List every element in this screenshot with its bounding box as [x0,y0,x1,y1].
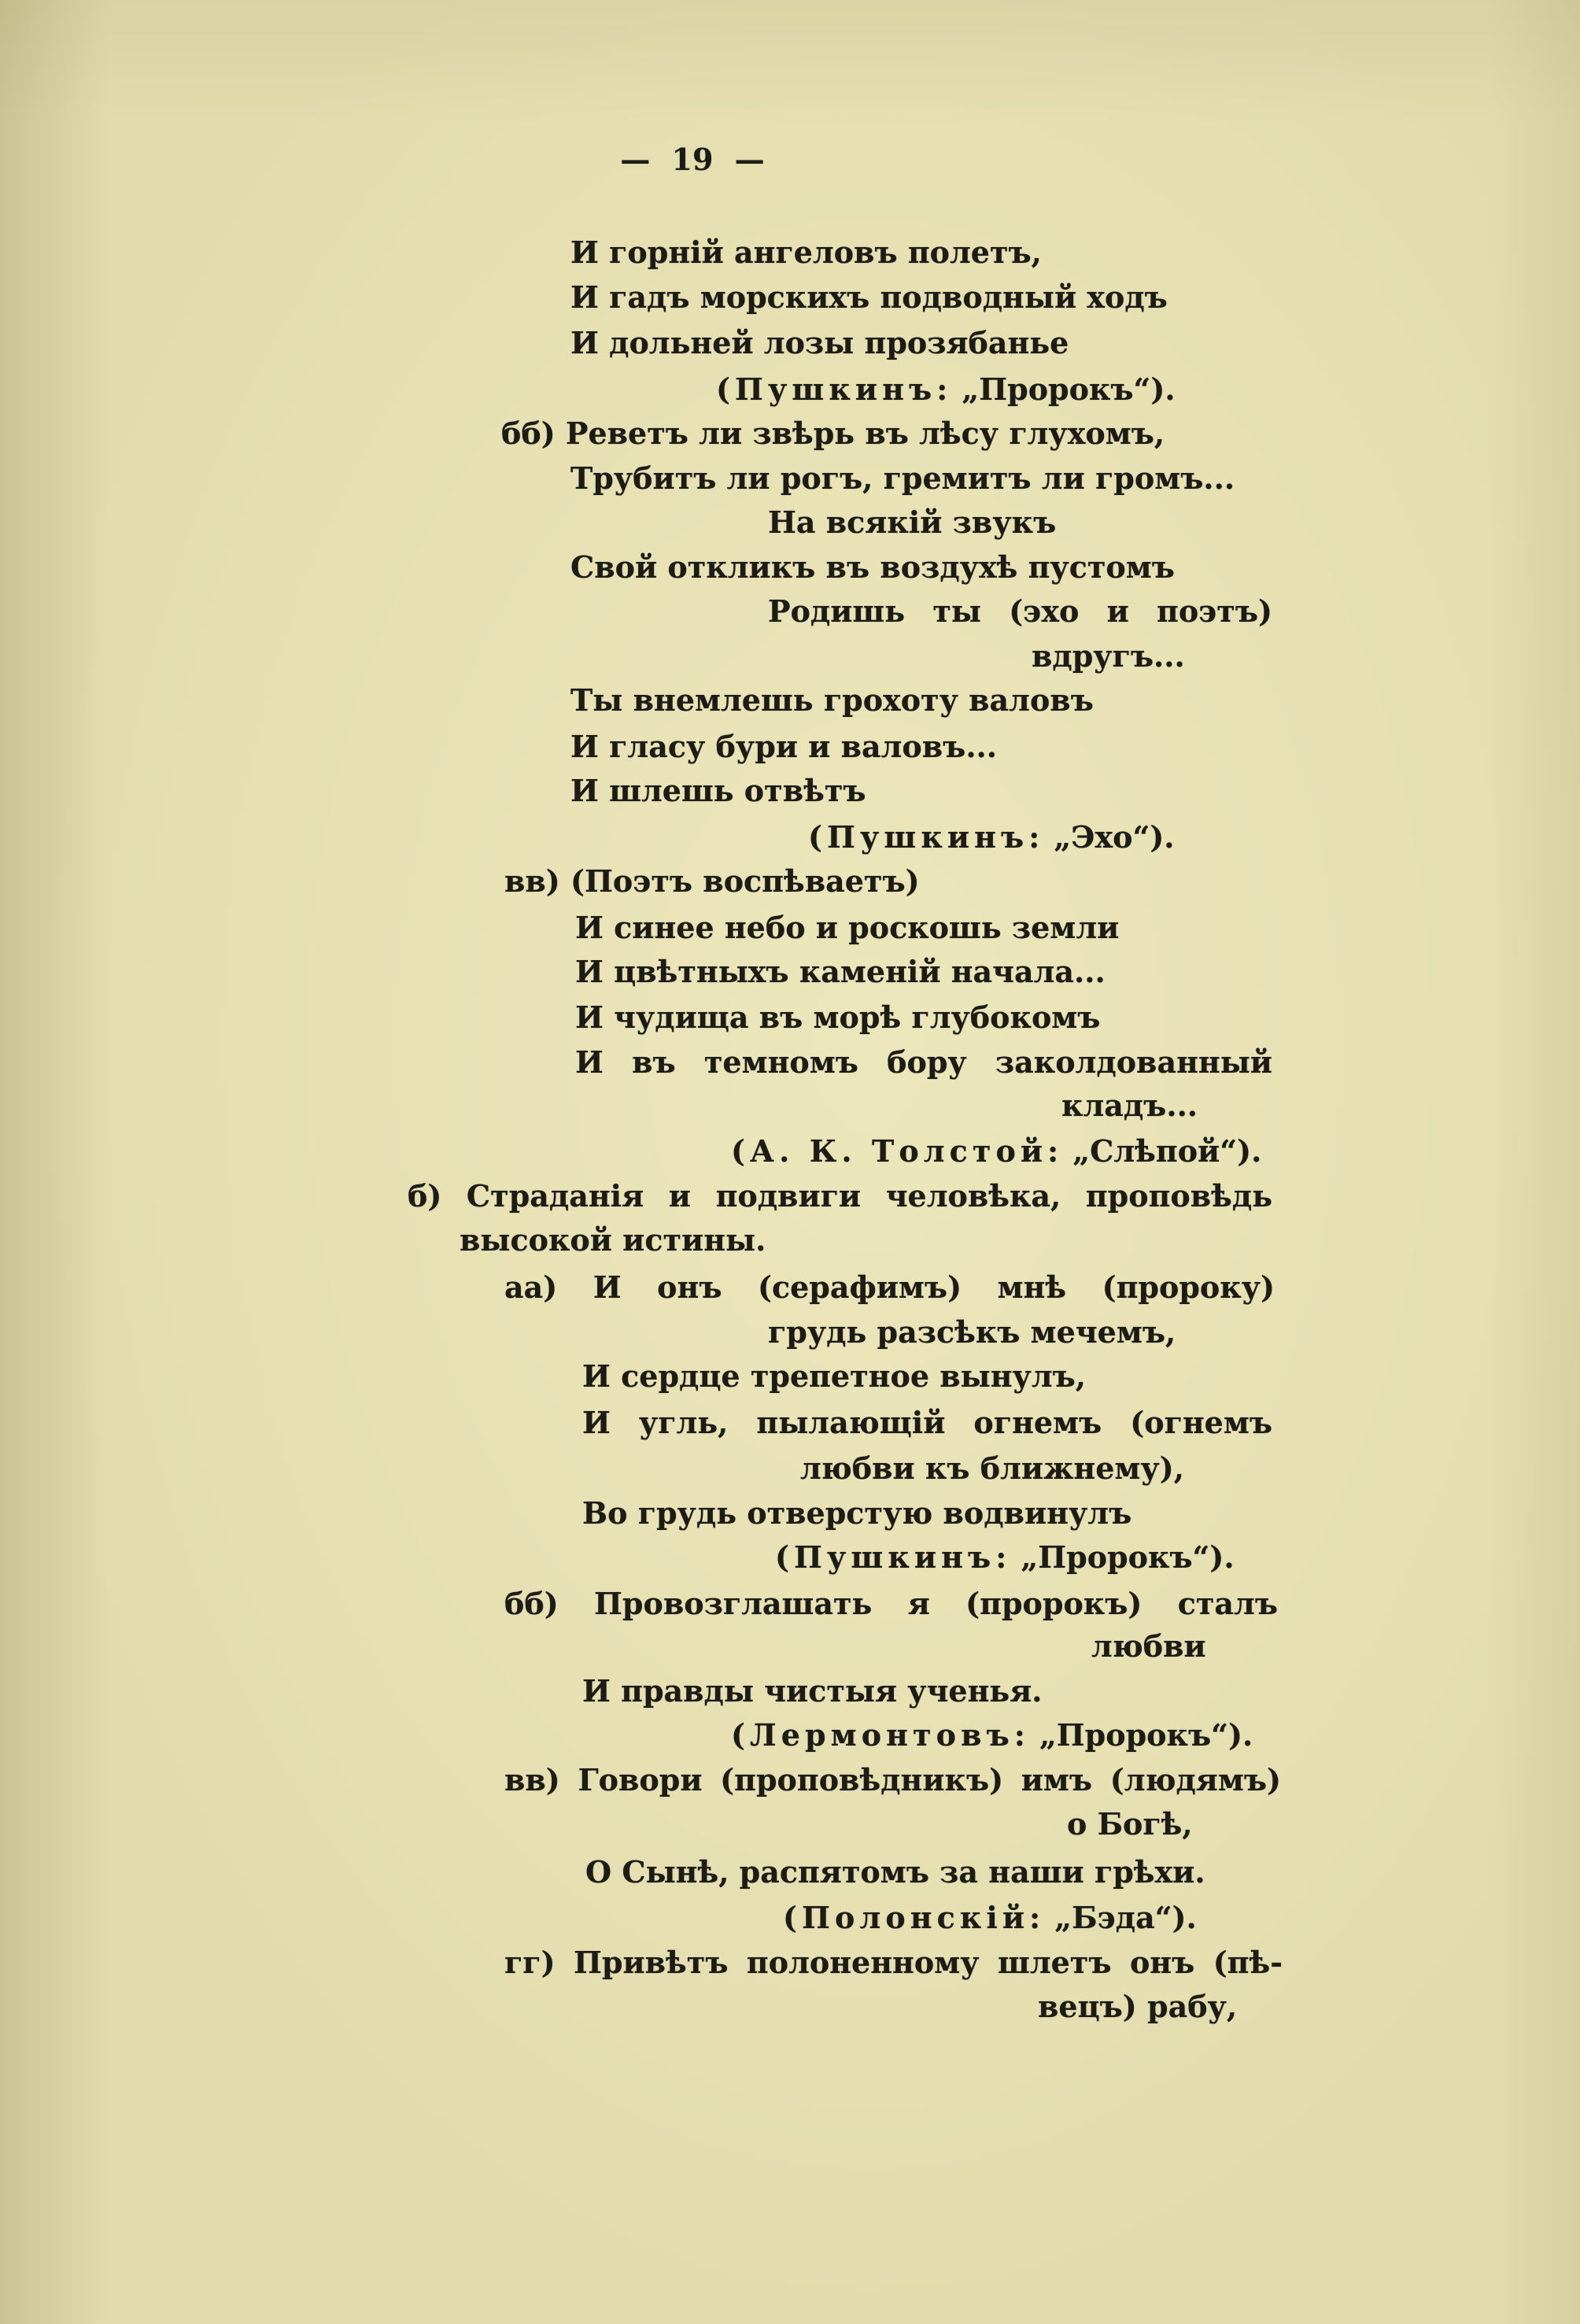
verse-line: О Сынѣ, распятомъ за наши грѣхи. [585,1854,1205,1890]
verse-line: Ты внемлешь грохоту валовъ [570,682,1094,718]
verse-line-labeled: гг) Привѣтъ полоненному шлетъ онъ (пѣ- [504,1945,1283,1980]
verse-line: любви [1091,1628,1206,1664]
citation-author: (Полонскій: [783,1900,1046,1935]
citation-author: (Пушкинъ: [808,819,1045,855]
verse-line: кладъ... [1061,1088,1198,1123]
verse-line: И шлешь отвѣтъ [570,773,866,808]
verse-line-labeled: бб) Провозглашать я (пророкъ) сталъ [504,1586,1278,1621]
verse-line-labeled: бб) Реветъ ли звѣрь въ лѣсу глухомъ, [501,416,1165,451]
verse-line-labeled: аа) И онъ (серафимъ) мнѣ (пророку) [504,1269,1275,1305]
verse-line: На всякій звукъ [768,504,1057,540]
citation [716,367,1176,412]
verse-line: И цвѣтныхъ каменій начала... [575,954,1106,989]
citation-author: (Пушкинъ: [716,371,953,407]
verse-line: И гласу бури и валовъ... [570,729,998,764]
citation-work: „Пророкъ“). [1021,1539,1235,1575]
verse-line: грудь разсѣкъ мечемъ, [768,1314,1176,1350]
verse-line: И гадъ морскихъ подводный ходъ [570,279,1168,315]
citation [783,1895,1197,1940]
verse-line: любви къ ближнему), [800,1450,1184,1486]
citation-work: „Пророкъ“). [1039,1717,1253,1753]
verse-line: И правды чистыя ученья. [582,1673,1043,1709]
verse-line: Трубитъ ли рогъ, гремитъ ли громъ... [570,460,1235,496]
citation-author: (Пушкинъ: [775,1539,1012,1575]
citation-work: „Пророкъ“). [962,371,1176,407]
verse-line: И чудища въ морѣ глубокомъ [575,999,1101,1035]
verse-line-labeled: вв) (Поэтъ воспѣваетъ) [504,863,920,899]
section-heading-continuation: высокой истины. [460,1222,766,1258]
citation [731,1129,1261,1173]
citation-work: „Слѣпой“). [1072,1133,1262,1169]
citation-work: „Бэда“). [1054,1900,1197,1935]
section-heading: б) Страданія и подвиги человѣка, проповѣдь [408,1178,1272,1214]
page-number: — 19 — [620,142,765,177]
verse-line: И сердце трепетное вынулъ, [582,1358,1087,1394]
verse-line: И въ темномъ бору заколдованный [575,1044,1272,1080]
verse-line: И дольней лозы прозябанье [570,325,1069,360]
verse-line: И синее небо и роскошь земли [575,910,1120,945]
verse-line: И угль, пылающій огнемъ (огнемъ [582,1405,1272,1440]
citation-author: (Лермонтовъ: [731,1717,1030,1753]
verse-line: вдругъ... [1032,638,1185,674]
verse-line: вецъ) рабу, [1038,1989,1238,2024]
citation [731,1713,1253,1757]
citation-author: (А. К. Толстой: [731,1133,1064,1169]
citation-work: „Эхо“). [1054,819,1175,855]
verse-line: Свой откликъ въ воздухѣ пустомъ [570,549,1175,585]
verse-line-labeled: вв) Говори (проповѣдникъ) имъ (людямъ) [504,1762,1281,1797]
verse-line: Во грудь отверстую водвинулъ [582,1495,1132,1531]
citation [775,1535,1235,1580]
citation [808,815,1175,859]
verse-line: Родишь ты (эхо и поэтъ) [768,593,1272,629]
verse-line: И горній ангеловъ полетъ, [570,235,1042,270]
verse-line: о Богѣ, [1067,1806,1193,1842]
